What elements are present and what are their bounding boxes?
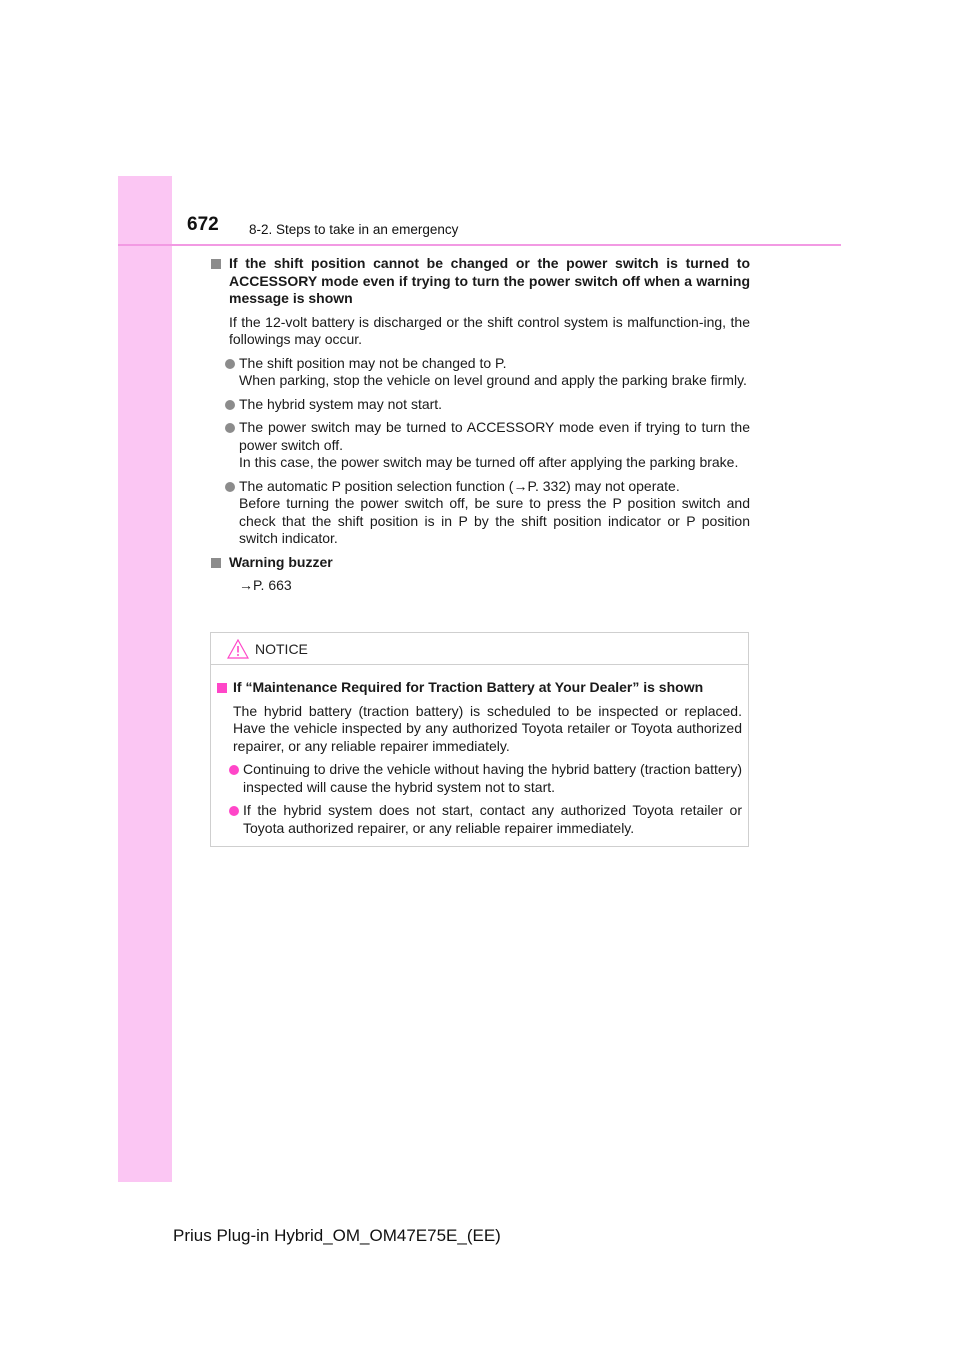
round-bullet-icon — [225, 482, 235, 492]
round-bullet-icon — [225, 400, 235, 410]
page-reference-link[interactable]: →P. 663 — [239, 577, 292, 593]
square-bullet-icon — [211, 259, 221, 269]
footer-document-id: Prius Plug-in Hybrid_OM_OM47E75E_(EE) — [173, 1226, 501, 1245]
chapter-tab-sidebar — [118, 176, 172, 1182]
page-number: 672 — [187, 214, 219, 235]
list-item: The shift position may not be changed to P. When parking, stop the vehicle on level ground and apply the parking brake firmly. — [211, 355, 750, 390]
list-item: The power switch may be turned to ACCESSORY mode even if trying to turn the power switch off. In this case, the power switch may be turned off after applying the parking brake. — [211, 419, 750, 472]
square-bullet-icon — [211, 558, 221, 568]
round-bullet-icon — [225, 359, 235, 369]
list-item: The hybrid system may not start. — [211, 396, 750, 414]
round-bullet-icon — [229, 765, 239, 775]
notice-box — [210, 632, 749, 847]
notice-paragraph: The hybrid battery (traction battery) is scheduled to be inspected or replaced. Have the vehicle inspected by any authorized Toyota retailer or Toyota authorized repairer, or any reliable repairer immediately. — [233, 702, 742, 754]
heading-warning-buzzer: Warning buzzer — [211, 554, 750, 572]
notice-heading: If “Maintenance Required for Traction Battery at Your Dealer” is shown — [217, 679, 742, 697]
round-bullet-icon — [229, 806, 239, 816]
intro-paragraph: If the 12-volt battery is discharged or the shift control system is malfunction-ing, the followings may occur. — [229, 313, 750, 347]
main-content — [211, 255, 750, 601]
notice-body — [211, 665, 748, 837]
warning-triangle-icon — [227, 639, 249, 664]
list-item: Continuing to drive the vehicle without having the hybrid battery (traction battery) inspected will cause the hybrid system not to start. — [217, 761, 742, 796]
notice-header — [211, 633, 748, 665]
list-item: The automatic P position selection function (→P. 332) may not operate. Before turning the power switch off, be sure to press the P position switch and check that the shift position is in P by the shift position indicator or P position switch indicator. — [211, 478, 750, 548]
round-bullet-icon — [225, 423, 235, 433]
section-title: 8-2. Steps to take in an emergency — [249, 222, 459, 237]
heading-shift-position: If the shift position cannot be changed or the power switch is turned to ACCESSORY mode even if trying to turn the power switch off when a warning message is shown — [211, 255, 750, 308]
list-item: If the hybrid system does not start, contact any authorized Toyota retailer or Toyota authorized repairer, or any reliable repairer immediately. — [217, 802, 742, 837]
notice-title: NOTICE — [255, 641, 308, 657]
header-rule — [118, 244, 841, 246]
square-bullet-icon — [217, 683, 227, 693]
